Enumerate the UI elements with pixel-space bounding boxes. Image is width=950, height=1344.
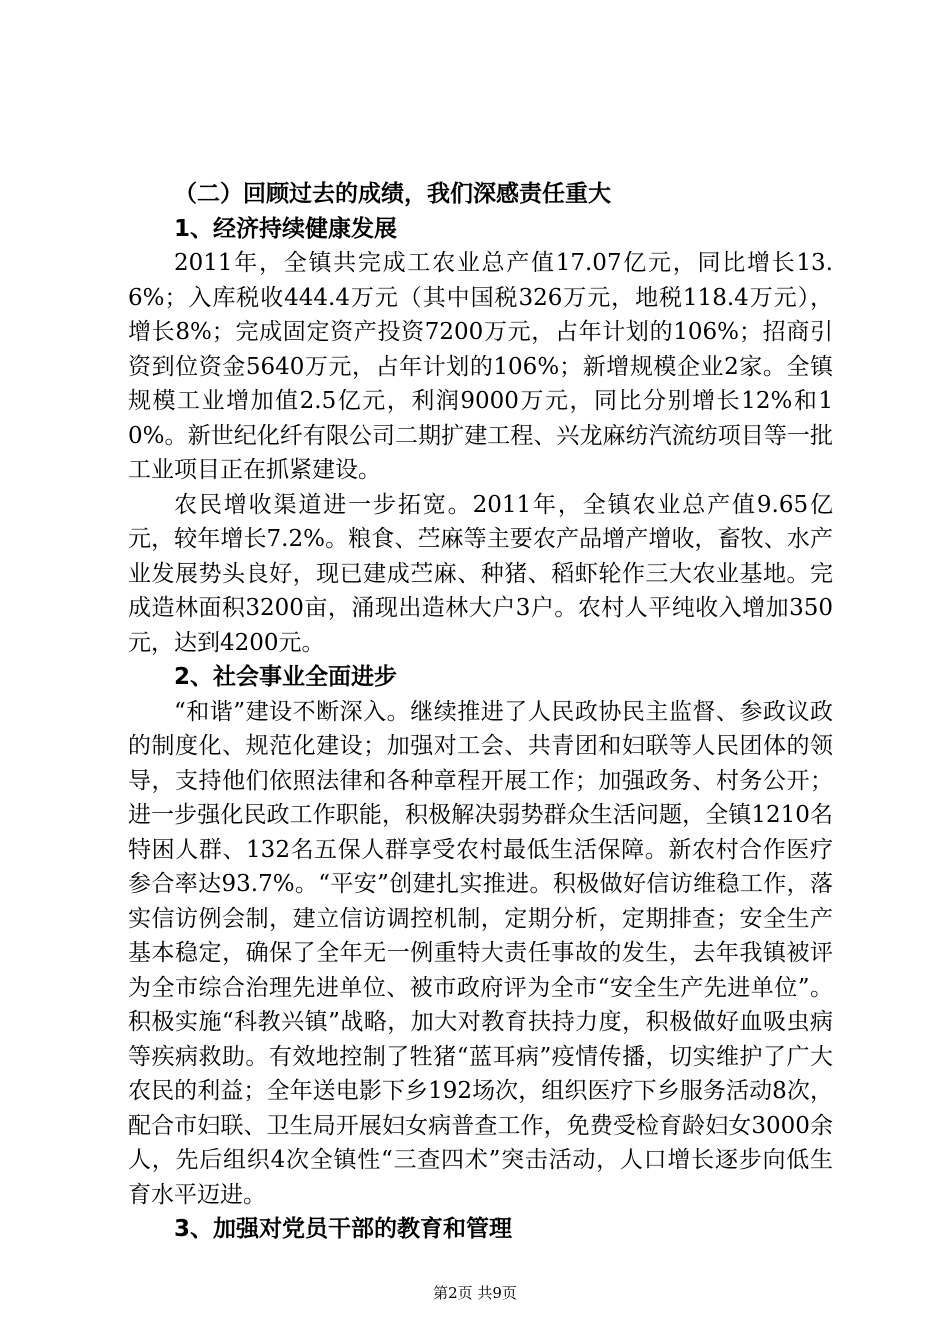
subsection-title-economy: 1、经济持续健康发展 (174, 215, 398, 242)
paragraph-economy-output: 2011年，全镇共完成工农业总产值17.07亿元，同比增长13.6%；入库税收444.4万元（其中国税326万元，地税118.4万元），增长8%；完成固定资产投资7200万元，占年计划的106%；招商引资到位资金5640万元，占年计划的106%；新增规模企业2家。全镇规模工业增加值2.5亿元，利润9000万元，同比分别增长12%和10%。新世纪化纤有限公司二期扩建工程、兴龙麻纺汽流纺项目等一批工业项目正在抓紧建设。 (128, 250, 833, 483)
section-heading: （二）回顾过去的成绩，我们深感责任重大 (174, 181, 611, 207)
page-number-footer: 第2页 共9页 (433, 1284, 517, 1302)
subsection-title-party-members: 3、加强对党员干部的教育和管理 (174, 1216, 513, 1242)
document-body (128, 177, 833, 1247)
paragraph-farmer-income: 农民增收渠道进一步拓宽。2011年，全镇农业总产值9.65亿元，较年增长7.2%。粮食、苎麻等主要农产品增产增收，畜牧、水产业发展势头良好，现已建成苎麻、种猪、稻虾轮作三大农业基地。完成造林面积3200亩，涌现出造林大户3户。农村人平纯收入增加350元，达到4200元。 (128, 491, 833, 656)
paragraph-harmony-construction: “和谐”建设不断深入。继续推进了人民政协民主监督、参政议政的制度化、规范化建设；加强对工会、共青团和妇联等人民团体的领导，支持他们依照法律和各种章程开展工作；加强政务、村务公开；进一步强化民政工作职能，积极解决弱势群众生活问题，全镇1210名特困人群、132名五保人群享受农村最低生活保障。新农村合作医疗参合率达93.7%。“平安”创建扎实推进。积极做好信访维稳工作，落实信访例会制，建立信访调控机制，定期分析，定期排查；安全生产基本稳定，确保了全年无一例重特大责任事故的发生，去年我镇被评为全市综合治理先进单位、被市政府评为全市“安全生产先进单位”。积极实施“科教兴镇”战略，加大对教育扶持力度，积极做好血吸虫病等疾病救助。有效地控制了牲猪“蓝耳病”疫情传播，切实维护了广大农民的利益；全年送电影下乡192场次，组织医疗下乡服务活动8次，配合市妇联、卫生局开展妇女病普查工作，免费受检育龄妇女3000余人，先后组织4次全镇性“三查四术”突击活动，人口增长逐步向低生育水平迈进。 (128, 698, 833, 1208)
subsection-title-social: 2、社会事业全面进步 (174, 664, 398, 690)
